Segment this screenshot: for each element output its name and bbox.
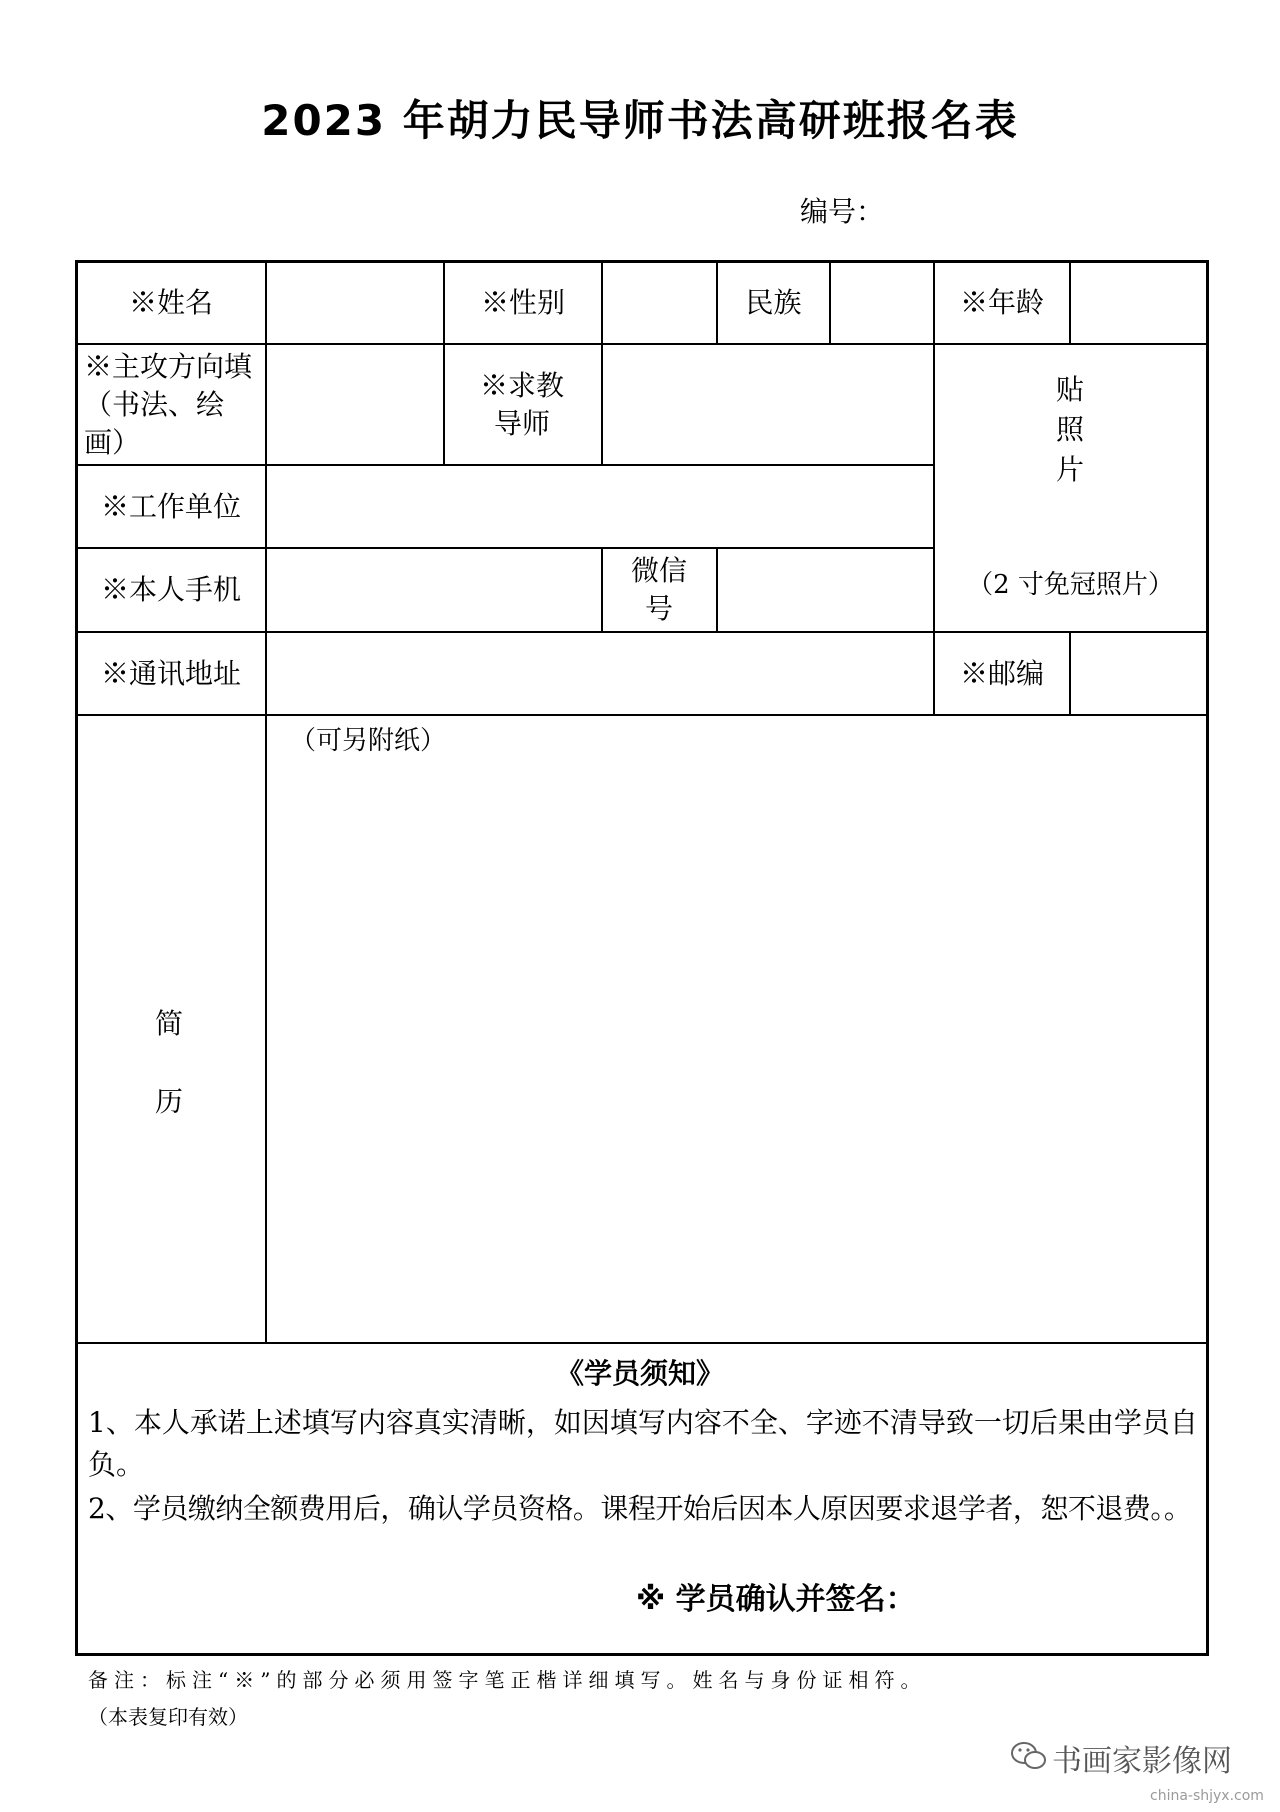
photo-label: 贴照片 [1056, 373, 1085, 486]
notice-item-1: 1、本人承诺上述填写内容真实清晰，如因填写内容不全、字迹不清导致一切后果由学员自负。 [88, 1406, 1198, 1481]
signature-label: ※ 学员确认并签名： [636, 1582, 916, 1617]
notice-item-2: 2、学员缴纳全额费用后，确认学员资格。课程开始后因本人原因要求退学者，恕不退费。。 [88, 1492, 1192, 1525]
notice-title: 《学员须知》 [555, 1357, 724, 1390]
work-unit-label: ※工作单位 [100, 489, 241, 523]
major-direction-field[interactable] [267, 345, 443, 464]
address-label: ※通讯地址 [100, 656, 241, 690]
address-field[interactable] [267, 633, 933, 714]
postcode-field[interactable] [1071, 633, 1206, 714]
wechat-field[interactable] [718, 549, 933, 631]
watermark-url: china-shjyx.com [1150, 1788, 1264, 1804]
resume-field[interactable] [267, 760, 1206, 1340]
watermark-brand: 书画家影像网 [1052, 1744, 1232, 1779]
resume-label: 简历 [154, 1007, 183, 1118]
phone-label: ※本人手机 [100, 573, 241, 606]
tutor-label: ※求教导师 [479, 368, 564, 440]
name-field[interactable] [267, 262, 443, 343]
resume-hint: （可另附纸） [290, 726, 447, 756]
phone-field[interactable] [267, 549, 601, 631]
wechat-label: 微信号 [630, 554, 687, 625]
postcode-label: ※邮编 [959, 656, 1044, 690]
age-field[interactable] [1071, 262, 1206, 343]
wechat-logo-icon [1010, 1740, 1048, 1772]
serial-number-label: 编号： [800, 195, 885, 228]
copy-valid-note: （本表复印有效） [88, 1705, 248, 1729]
gender-field[interactable] [603, 262, 716, 343]
signature-field[interactable] [930, 1570, 1190, 1612]
age-label: ※年龄 [959, 285, 1044, 319]
ethnicity-label: 民族 [745, 285, 802, 319]
work-unit-field[interactable] [267, 466, 933, 547]
major-direction-label: ※主攻方向填（书法、绘画） [84, 349, 253, 459]
name-label: ※姓名 [128, 285, 213, 319]
footer-remark: 备注：标注“※”的部分必须用签字笔正楷详细填写。姓名与身份证相符。 [88, 1668, 927, 1692]
photo-size-note: （2 寸免冠照片） [967, 570, 1174, 600]
ethnicity-field[interactable] [831, 262, 933, 343]
tutor-field[interactable] [603, 345, 933, 464]
gender-label: ※性别 [480, 285, 565, 319]
form-title: 2023 年胡力民导师书法高研班报名表 [261, 96, 1019, 145]
